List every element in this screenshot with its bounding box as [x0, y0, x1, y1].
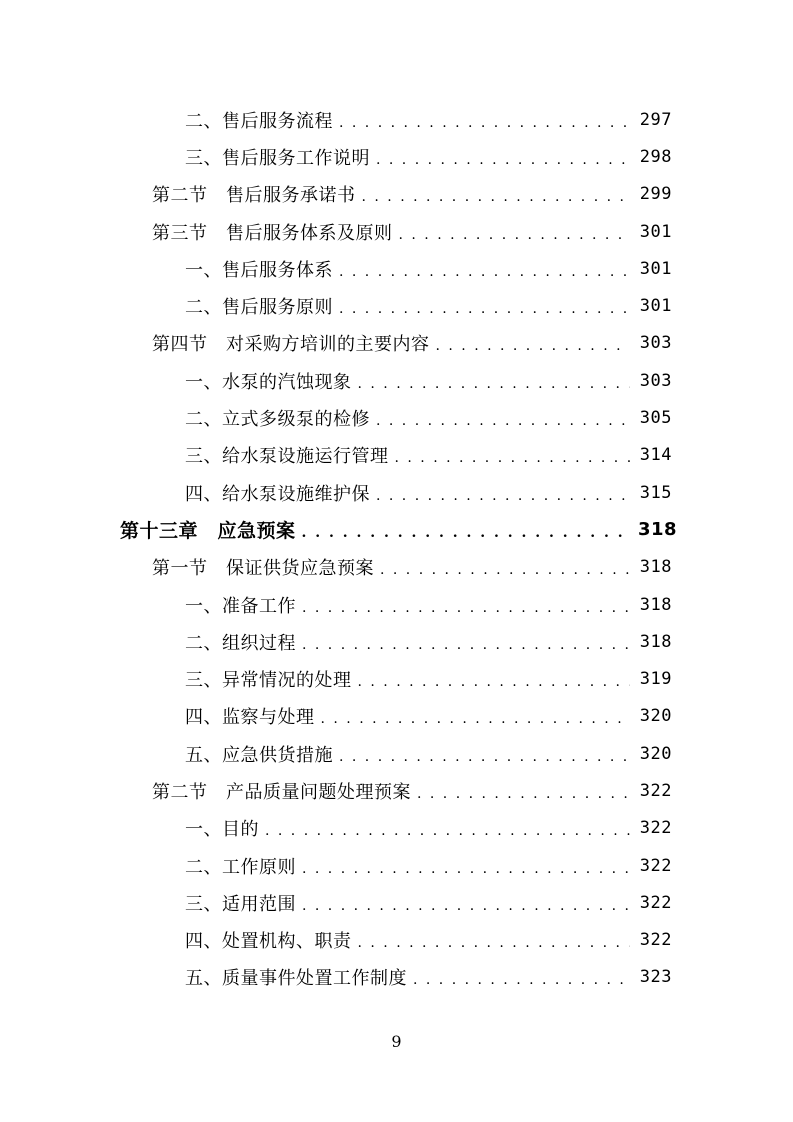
dot-leader	[339, 301, 630, 317]
toc-subsection-entry[interactable]	[0, 399, 793, 436]
toc-subsection-entry[interactable]	[0, 586, 793, 623]
dot-leader	[358, 935, 631, 951]
toc-entry-title: 五、应急供货措施	[185, 744, 333, 766]
toc-entry-page: 319	[639, 669, 672, 690]
toc-entry-title: 三、异常情况的处理	[185, 670, 352, 692]
toc-entry-page: 301	[639, 221, 672, 242]
dot-leader	[302, 600, 630, 616]
dot-leader	[321, 711, 631, 727]
dot-leader	[302, 637, 630, 653]
dot-leader	[339, 115, 630, 131]
toc-subsection-entry[interactable]	[0, 287, 793, 324]
toc-subsection-entry[interactable]	[0, 623, 793, 660]
dot-leader	[417, 786, 630, 802]
toc-entry-title: 三、适用范围	[185, 893, 296, 915]
dot-leader	[339, 749, 630, 765]
toc-entry-title: 一、售后服务体系	[185, 259, 333, 281]
dot-leader	[302, 861, 630, 877]
dot-leader	[302, 525, 630, 541]
toc-chapter-entry[interactable]	[0, 511, 793, 548]
toc-section-entry[interactable]	[0, 325, 793, 362]
toc-entry-title: 二、工作原则	[185, 856, 296, 878]
toc-entry-page: 320	[639, 743, 672, 764]
dot-leader	[358, 674, 631, 690]
toc-entry-title: 三、给水泵设施运行管理	[185, 446, 389, 468]
toc-entry-title: 二、售后服务流程	[185, 110, 333, 132]
toc-entry-page: 299	[639, 184, 672, 205]
toc-entry-title: 二、售后服务原则	[185, 297, 333, 319]
toc-entry-page: 322	[639, 855, 672, 876]
table-of-contents	[0, 101, 793, 996]
toc-section-entry[interactable]	[0, 213, 793, 250]
toc-entry-page: 322	[639, 818, 672, 839]
toc-entry-page: 301	[639, 296, 672, 317]
toc-entry-page: 322	[639, 930, 672, 951]
dot-leader	[413, 972, 630, 988]
toc-entry-title: 第一节 保证供货应急预案	[152, 558, 374, 580]
toc-entry-title: 一、准备工作	[185, 595, 296, 617]
dot-leader	[302, 898, 630, 914]
toc-subsection-entry[interactable]	[0, 474, 793, 511]
toc-entry-page: 303	[639, 370, 672, 391]
dot-leader	[380, 562, 630, 578]
toc-entry-page: 318	[639, 594, 672, 615]
toc-subsection-entry[interactable]	[0, 698, 793, 735]
dot-leader	[436, 338, 631, 354]
toc-entry-page: 322	[639, 780, 672, 801]
toc-subsection-entry[interactable]	[0, 250, 793, 287]
toc-entry-page: 318	[638, 519, 678, 541]
toc-subsection-entry[interactable]	[0, 810, 793, 847]
toc-entry-page: 320	[639, 706, 672, 727]
toc-entry-title: 二、组织过程	[185, 632, 296, 654]
toc-subsection-entry[interactable]	[0, 735, 793, 772]
toc-entry-title: 第四节 对采购方培训的主要内容	[152, 334, 430, 356]
dot-leader	[376, 413, 630, 429]
toc-entry-page: 318	[639, 557, 672, 578]
toc-entry-title: 一、目的	[185, 819, 259, 841]
toc-entry-title: 四、处置机构、职责	[185, 931, 352, 953]
toc-entry-page: 301	[639, 258, 672, 279]
toc-entry-page: 297	[639, 109, 672, 130]
toc-subsection-entry[interactable]	[0, 101, 793, 138]
dot-leader	[339, 264, 630, 280]
toc-entry-page: 298	[639, 146, 672, 167]
toc-subsection-entry[interactable]	[0, 138, 793, 175]
toc-section-entry[interactable]	[0, 772, 793, 809]
toc-entry-page: 315	[639, 482, 672, 503]
toc-subsection-entry[interactable]	[0, 362, 793, 399]
toc-entry-title: 五、质量事件处置工作制度	[185, 968, 407, 990]
toc-entry-title: 四、给水泵设施维护保	[185, 483, 370, 505]
dot-leader	[265, 823, 630, 839]
dot-leader	[376, 488, 630, 504]
toc-subsection-entry[interactable]	[0, 922, 793, 959]
toc-entry-page: 314	[639, 445, 672, 466]
toc-entry-title: 第二节 售后服务承诺书	[152, 185, 356, 207]
toc-entry-page: 318	[639, 631, 672, 652]
toc-entry-title: 一、水泵的汽蚀现象	[185, 371, 352, 393]
toc-subsection-entry[interactable]	[0, 437, 793, 474]
dot-leader	[362, 189, 631, 205]
dot-leader	[376, 152, 630, 168]
dot-leader	[399, 227, 631, 243]
toc-section-entry[interactable]	[0, 176, 793, 213]
toc-entry-title: 二、立式多级泵的检修	[185, 409, 370, 431]
toc-subsection-entry[interactable]	[0, 660, 793, 697]
toc-subsection-entry[interactable]	[0, 847, 793, 884]
toc-entry-title: 第二节 产品质量问题处理预案	[152, 781, 411, 803]
toc-entry-title: 三、售后服务工作说明	[185, 147, 370, 169]
page-number: 9	[391, 1032, 402, 1051]
toc-entry-title: 第三节 售后服务体系及原则	[152, 222, 393, 244]
dot-leader	[395, 450, 631, 466]
toc-subsection-entry[interactable]	[0, 884, 793, 921]
toc-entry-title: 第十三章 应急预案	[120, 520, 296, 543]
toc-subsection-entry[interactable]	[0, 959, 793, 996]
toc-entry-page: 303	[639, 333, 672, 354]
dot-leader	[358, 376, 631, 392]
toc-entry-page: 322	[639, 892, 672, 913]
toc-section-entry[interactable]	[0, 549, 793, 586]
toc-entry-page: 323	[639, 967, 672, 988]
toc-entry-page: 305	[639, 408, 672, 429]
toc-entry-title: 四、监察与处理	[185, 707, 315, 729]
